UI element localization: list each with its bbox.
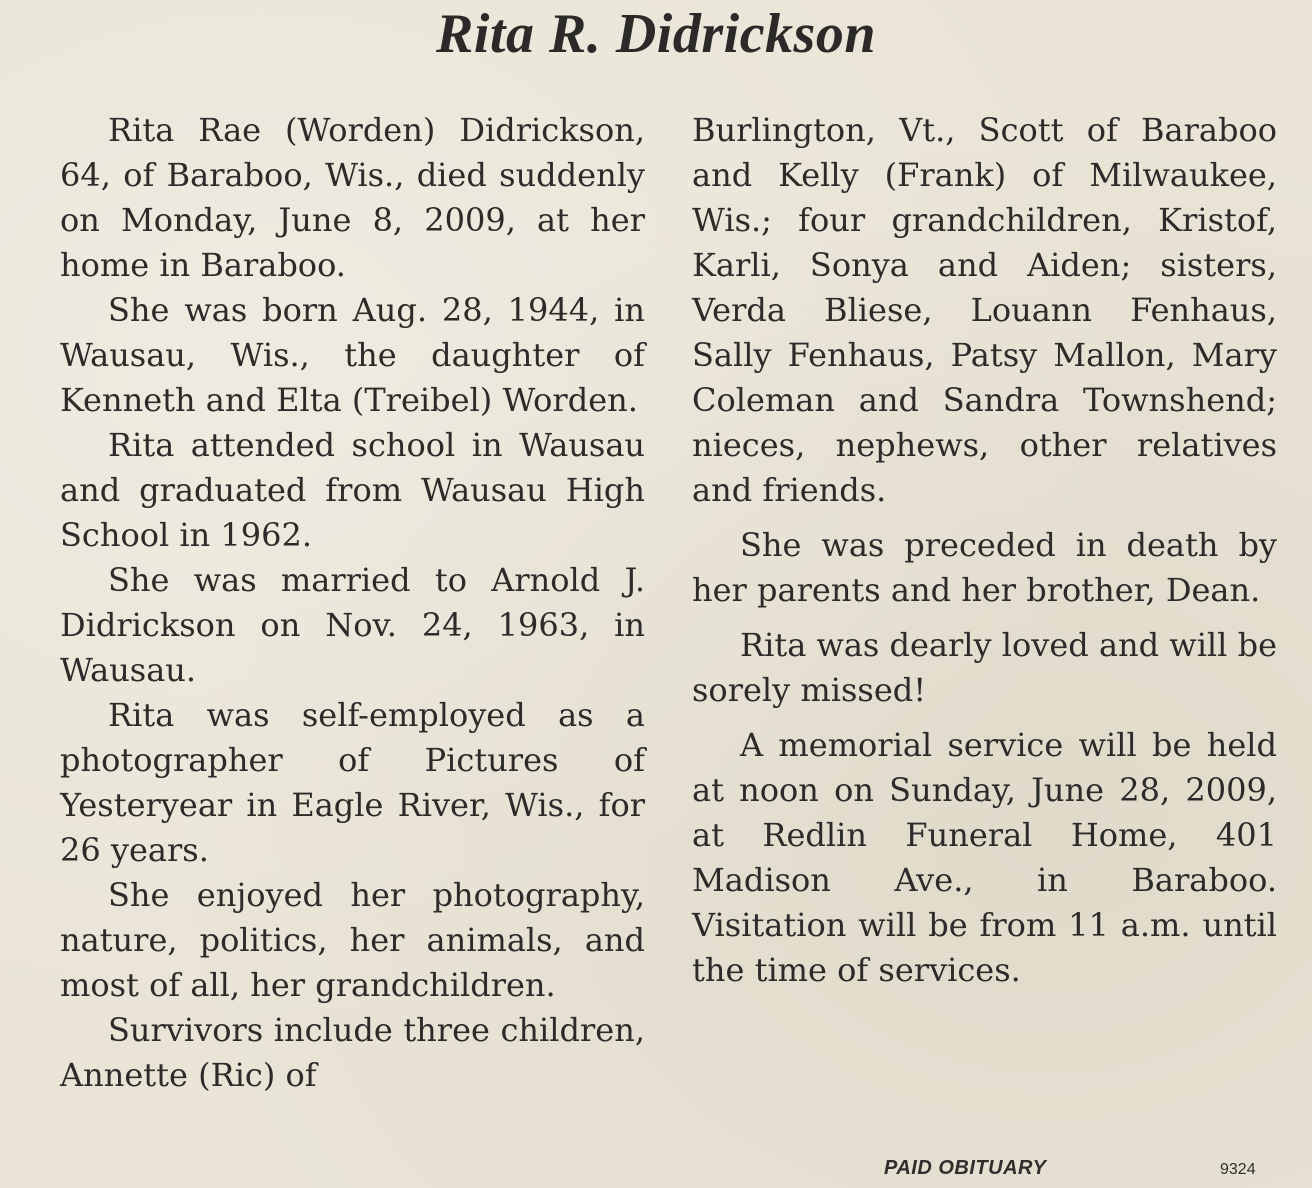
paragraph: She was preceded in death by her parents and her brother, Dean. <box>692 526 1277 609</box>
paragraph: She was married to Arnold J. Didrickson on Nov. 24, 1963, in Wausau. <box>60 561 645 689</box>
paragraph: A memorial service will be held at noon on Sunday, June 28, 2009, at Redlin Funeral Home, 401 Madison Ave., in Baraboo. Visitation will be from 11 a.m. until the time of services. <box>692 726 1277 989</box>
paragraph: She was born Aug. 28, 1944, in Wausau, Wis., the daughter of Kenneth and Elta (Treibel) Worden. <box>60 291 645 419</box>
paid-obituary-label: PAID OBITUARY <box>884 1157 1047 1179</box>
paragraph: She enjoyed her photography, nature, politics, her animals, and most of all, her grandchildren. <box>60 876 645 1004</box>
paragraph: Burlington, Vt., Scott of Baraboo and Kelly (Frank) of Milwaukee, Wis.; four grandchildren, Kristof, Karli, Sonya and Aiden; sisters, Verda Bliese, Louann Fenhaus, Sally Fenhaus, Patsy Mallon, Mary Coleman and Sandra Townshend; nieces, nephews, other relatives and friends. <box>692 111 1277 509</box>
left-column <box>60 108 645 1098</box>
paragraph: Rita attended school in Wausau and graduated from Wausau High School in 1962. <box>60 426 645 554</box>
obituary-headline: Rita R. Didrickson <box>436 3 876 65</box>
paragraph: Rita Rae (Worden) Didrickson, 64, of Baraboo, Wis., died suddenly on Monday, June 8, 2009, at her home in Baraboo. <box>60 111 645 284</box>
paragraph: Survivors include three children, Annette (Ric) of <box>60 1011 645 1094</box>
paragraph: Rita was self-employed as a photographer of Pictures of Yesteryear in Eagle River, Wis., for 26 years. <box>60 696 645 869</box>
paragraph: Rita was dearly loved and will be sorely missed! <box>692 626 1277 709</box>
right-column <box>692 108 1277 993</box>
ad-code: 9324 <box>1220 1161 1256 1178</box>
